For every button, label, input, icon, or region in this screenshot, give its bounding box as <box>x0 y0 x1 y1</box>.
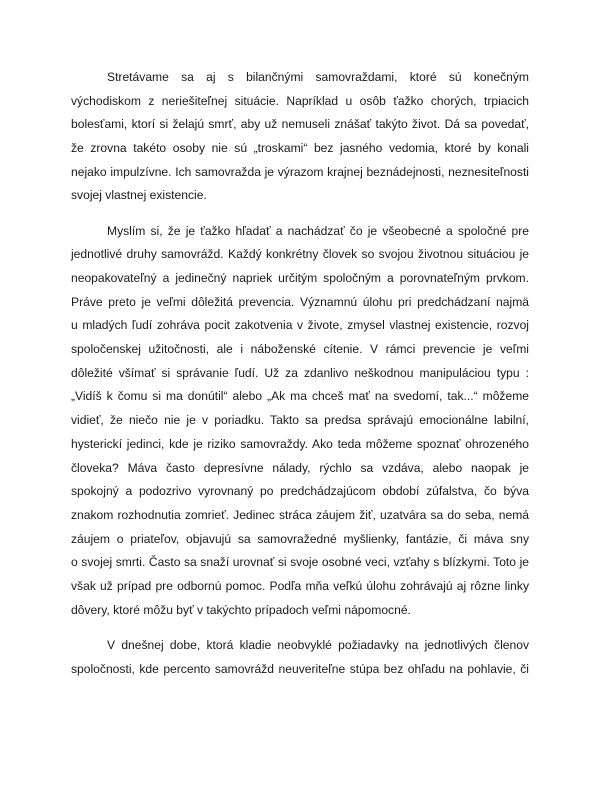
text-line: bolesťami, ktorí si želajú smrť, aby už nemuseli znášať takýto život. Dá sa povedať, <box>71 117 529 132</box>
text-line: človeka? Máva často depresívne nálady, rýchlo sa vzdáva, alebo naopak je <box>71 460 529 475</box>
text-line: vidieť, že niečo nie je v poriadku. Takto sa predsa správajú emocionálne labilní, <box>71 413 529 428</box>
paragraph-bilancne-samovrazdy <box>71 66 529 208</box>
text-line: u mladých ľudí zohráva pocit zakotvenia v živote, zmysel vlastnej existencie, rozvoj <box>71 318 529 333</box>
text-line: jednotlivé druhy samovrážd. Každý konkrétny človek so svojou životnou situáciou je <box>71 247 529 262</box>
text-line: spoločnosti, kde percento samovrážd neuveriteľne stúpa bez ohľadu na pohlavie, či <box>71 661 529 676</box>
text-line: „Vidíš k čomu si ma donútil“ alebo „Ak ma chceš mať na svedomí, tak...“ môžeme <box>71 389 529 404</box>
text-line: hysterickí jedinci, kde je riziko samovraždy. Ako teda môžeme spoznať ohrozeného <box>71 436 529 451</box>
text-line: východiskom z neriešiteľnej situácie. Napríklad u osôb ťažko chorých, trpiacich <box>71 93 529 108</box>
text-line: Práve preto je veľmi dôležitá prevencia. Významnú úlohu pri predchádzaní najmä <box>71 294 529 309</box>
text-line: Myslím si, že je ťažko hľadať a nachádzať čo je všeobecné a spoločné pre <box>107 223 529 238</box>
text-column <box>71 66 529 681</box>
text-line: neopakovateľný a jedinečný napriek určitým spoločným a porovnateľným prvkom. <box>71 271 529 285</box>
text-line: záujem o priateľov, objavujú sa samovražedné myšlienky, fantázie, či máva sny <box>71 531 529 546</box>
text-line: spokojný a podozrivo vyrovnaný po predchádzajúcom období zúfalstva, čo býva <box>71 484 529 499</box>
paragraph-prevencia <box>71 220 529 623</box>
text-line: znakom rozhodnutia zomrieť. Jedinec stráca záujem žiť, uzatvára sa do seba, nemá <box>71 507 529 522</box>
text-line: V dnešnej dobe, ktorá kladie neobvyklé požiadavky na jednotlivých členov <box>107 637 529 652</box>
paragraph-dnesna-doba <box>71 634 529 681</box>
text-line: Stretávame sa aj s bilančnými samovraždami, ktoré sú konečným <box>107 70 529 84</box>
text-line: že zrovna takéto osoby nie sú „troskami“ bez jasného vedomia, ktoré by konali <box>71 141 529 156</box>
text-line: nejako impulzívne. Ich samovražda je výrazom krajnej beznádejnosti, neznesiteľnosti <box>71 164 529 179</box>
text-line: dôležité všímať si správanie ľudí. Už za zdanlivo neškodnou manipuláciou typu : <box>71 365 529 380</box>
text-line: spoločenskej užitočnosti, ale i náboženské cítenie. V rámci prevencie je veľmi <box>71 342 529 357</box>
text-line: však už prípad pre odbornú pomoc. Podľa mňa veľkú úlohu zohrávajú aj rôzne linky <box>71 578 529 593</box>
text-line: o svojej smrti. Často sa snaží urovnať si svoje osobné veci, vzťahy s blízkymi. Toto je <box>71 555 529 570</box>
text-line: svojej vlastnej existencie. <box>71 188 207 203</box>
text-line: dôvery, ktoré môžu byť v takýchto prípadoch veľmi nápomocné. <box>71 602 411 617</box>
